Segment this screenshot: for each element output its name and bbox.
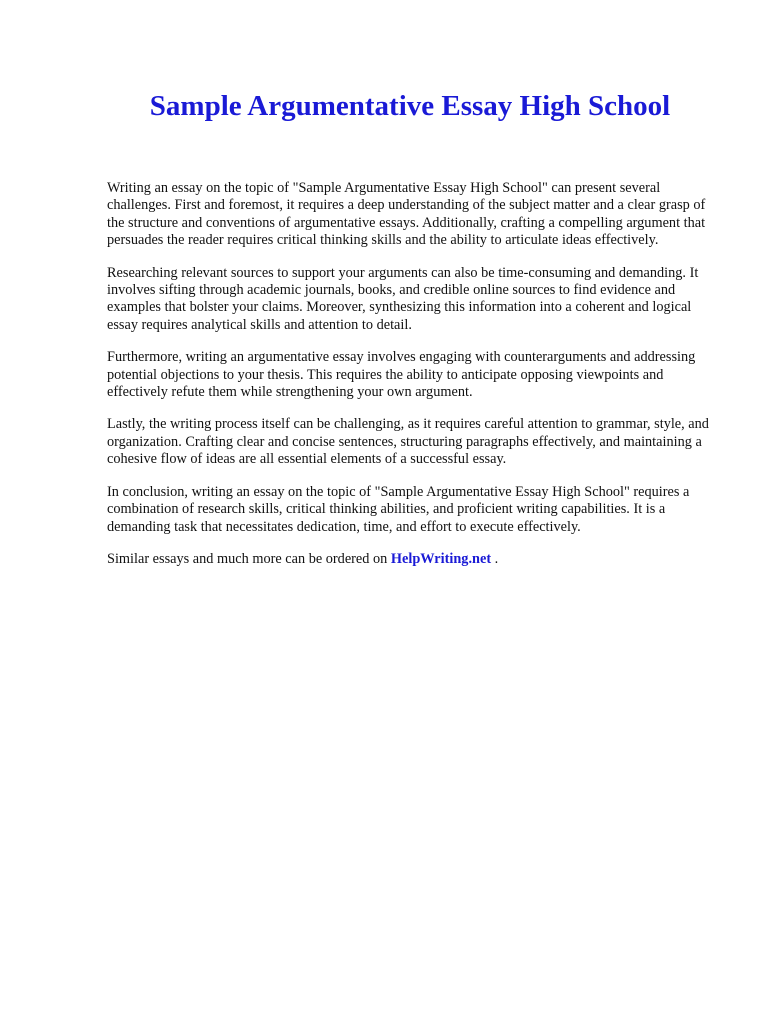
paragraph-5: In conclusion, writing an essay on the topic of "Sample Argumentative Essay High School" requires a combination of research skills, critical thinking abilities, and proficient writing capabilities. It is a demanding task that necessitates dedication, time, and effort to execute effectively. [107,483,690,535]
closing-prefix: Similar essays and much more can be ordered on [107,550,391,567]
paragraph-1: Writing an essay on the topic of "Sample Argumentative Essay High School" can present several challenges. First and foremost, it requires a deep understanding of the subject matter and a clear grasp of the structure and conventions of argumentative essays. Additionally, crafting a compelling argument that persuades the reader requires critical thinking skills and the ability to articulate ideas effectively. [107,180,706,249]
paragraph-4: Lastly, the writing process itself can be challenging, as it requires careful attention to grammar, style, and organization. Crafting clear and concise sentences, structuring paragraphs effectively, and maintaining a cohesive flow of ideas are all essential elements of a successful essay. [107,416,709,468]
essay-body [107,180,713,583]
paragraph-3: Furthermore, writing an argumentative essay involves engaging with counterarguments and addressing potential objections to your thesis. This requires the ability to anticipate opposing viewpoints and effectively refute them while strengthening your own argument. [107,349,696,401]
closing-suffix: . [491,550,499,567]
helpwriting-link[interactable]: HelpWriting.net [390,550,492,567]
paragraph-2: Researching relevant sources to support your arguments can also be time-consuming and demanding. It involves sifting through academic journals, books, and credible online sources to find evidence and examples that bolster your claims. Moreover, synthesizing this information into a coherent and logical essay requires analytical skills and attention to detail. [107,264,699,333]
page-title: Sample Argumentative Essay High School [149,90,671,122]
closing-paragraph [107,551,713,568]
